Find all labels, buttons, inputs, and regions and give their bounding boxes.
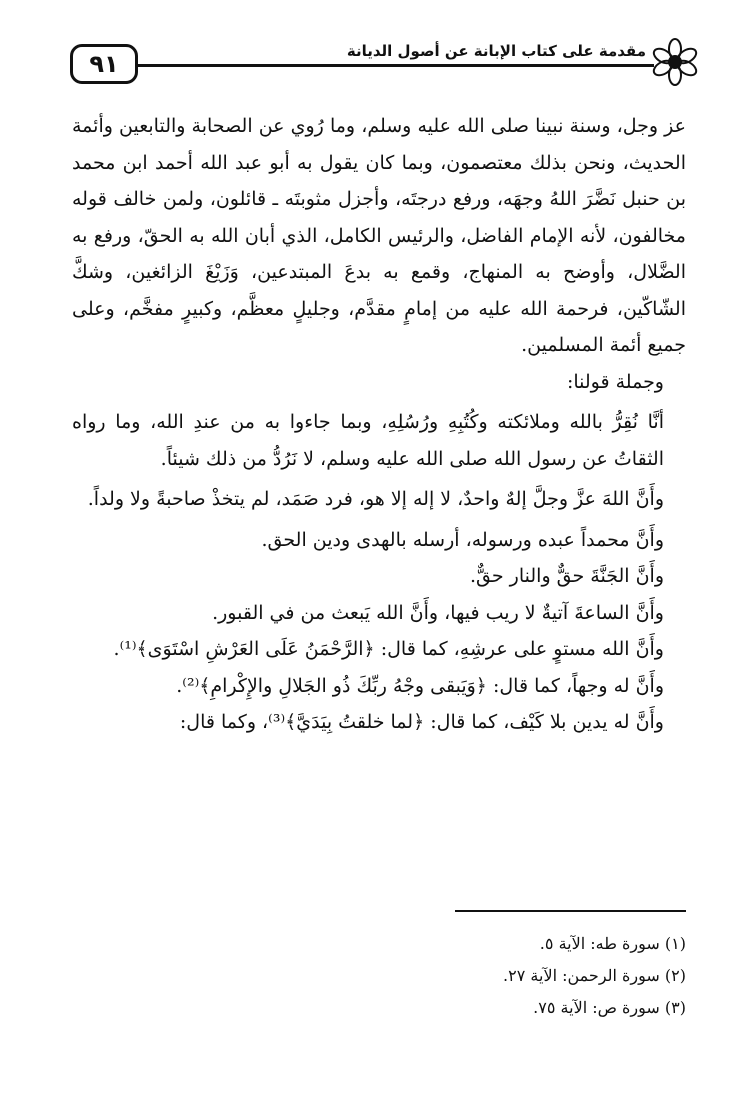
paragraph-8: وأَنَّ الله مستوٍ على عرشِهِ، كما قال: ﴿الرَّحْمَنُ عَلَى العَرْشِ اسْتَوَى﴾⁽¹⁾. <box>113 638 664 660</box>
page-header <box>58 36 698 92</box>
paragraph-7: وأَنَّ الساعةَ آتيةٌ لا ريب فيها، وأَنَّ الله يَبعث من في القبور. <box>212 601 664 624</box>
footnote-1: (١) سورة طه: الآية ٥. <box>539 934 686 953</box>
paragraph-9: وأَنَّ له وجهاً، كما قال: ﴿وَيَبقى وجْهُ ربِّكَ ذُو الجَلالِ والإِكْرامِ﴾⁽²⁾. <box>176 674 664 697</box>
paragraph-10: وأَنَّ له يدين بلا كَيْف، كما قال: ﴿لما خلقتُ بِيَدَيَّ﴾⁽³⁾، وكما قال: <box>179 711 664 733</box>
running-title: مقدمة على كتاب الإبانة عن أصول الديانة <box>343 42 650 60</box>
paragraph-4: وأَنَّ اللهَ عزَّ وجلَّ إلهٌ واحدٌ، لا إله إلا هو، فرد صَمَد، لم يتخذْ صاحبةً ولا ولداً. <box>87 488 664 510</box>
paragraph-5: وأَنَّ محمداً عبده ورسوله، أرسله بالهدى ودين الحق. <box>261 528 664 551</box>
paragraph-1: عز وجل، وسنة نبينا صلى الله عليه وسلم، وما رُوي عن الصحابة والتابعين وأئمة الحديث، ونحن بذلك معتصمون، وبما كان يقول به أبو عبد الله أحمد ابن محمد بن حنبل نَضَّرَ اللهُ وجهَه، ورفع درجتَه، وأجزل مثوبتَه ـ قائلون، ولمن خالف قوله مخالفون، لأنه الإمام الفاضل، والرئيس الكامل، الذي أبان الله به الحقّ، ورفع به الضَّلال، وأوضح به المنهاج، وقمع به بدعَ المبتدعين، وَزَيْغَ الزائغين، وشكَّ الشّاكّين، فرحمة الله عليه من إمامٍ مقدَّم، وجليلٍ معظَّم، وكبيرٍ مفخَّم، وعلى جميع أئمة المسلمين. <box>72 115 686 356</box>
footnotes <box>503 928 686 1024</box>
paragraph-6: وأَنَّ الجَنَّةَ حقٌّ والنار حقٌّ. <box>470 565 664 587</box>
main-text <box>72 108 686 741</box>
page-number: ٩١ <box>70 44 138 84</box>
header-rule <box>138 64 654 67</box>
footnote-divider <box>455 910 686 912</box>
footnote-2: (٢) سورة الرحمن: الآية ٢٧. <box>503 966 686 985</box>
paragraph-2: وجملة قولنا: <box>566 370 664 393</box>
flower-ornament-icon <box>652 36 698 88</box>
footnote-3: (٣) سورة ص: الآية ٧٥. <box>533 998 686 1017</box>
paragraph-3: أنَّا نُقِرُّ بالله وملائكته وكُتُبِهِ ورُسُلِهِ، وبما جاءوا به من عندِ الله، وما رواه الثقاتُ عن رسول الله صلى الله عليه وسلم، لا نَرُدُّ من ذلك شيئاً. <box>72 411 664 470</box>
